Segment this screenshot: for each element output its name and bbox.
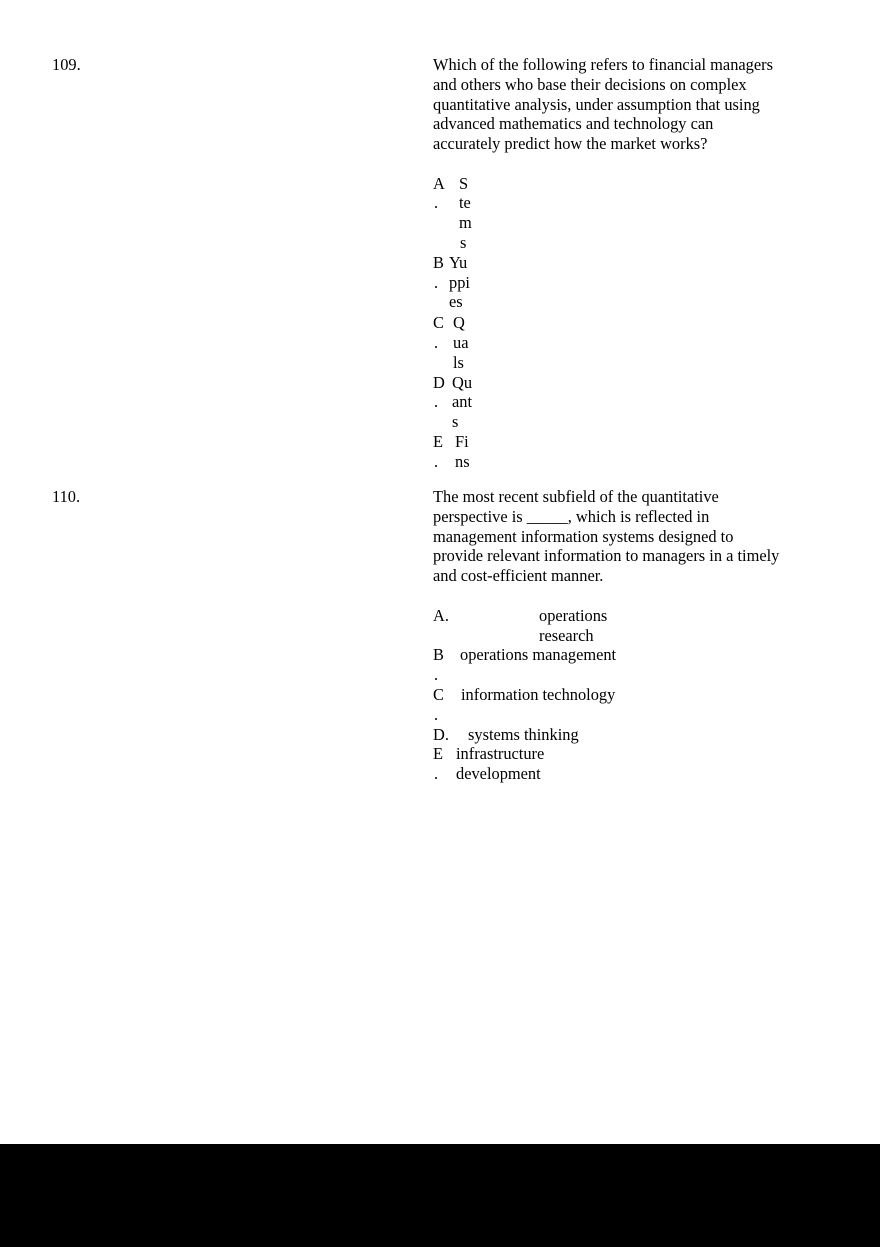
option-text: Yu (449, 253, 468, 272)
option-text: s (460, 233, 467, 252)
option-dot: . (434, 273, 439, 292)
question-text-line: and others who base their decisions on complex (433, 74, 747, 94)
option-text: information technology (461, 685, 616, 704)
question-number: 110. (52, 487, 81, 506)
option-text: Qu (452, 373, 473, 392)
question-text-line: Which of the following refers to financial managers (433, 55, 773, 74)
option-text: S (459, 174, 469, 193)
question-text-line: The most recent subfield of the quantitative (433, 487, 719, 506)
option-letter: A. (433, 606, 449, 625)
option-letter: C (433, 685, 444, 704)
option-text: ua (453, 333, 469, 352)
option-text: m (459, 213, 472, 232)
question-text-line: perspective is _____, which is reflected in (433, 506, 710, 526)
option-dot: . (434, 392, 439, 411)
question-text-line: provide relevant information to managers in a timely (433, 546, 780, 566)
question-text (433, 487, 813, 586)
option-letter: D (433, 373, 445, 392)
option-text: ppi (449, 273, 470, 292)
question-text-line: quantitative analysis, under assumption that using (433, 94, 760, 114)
question-text-line: advanced mathematics and technology can (433, 114, 714, 134)
option-letter: A (433, 174, 445, 193)
question-text-line: and cost-efficient manner. (433, 566, 604, 586)
option-letter: B (433, 645, 444, 664)
option-text: Q (453, 313, 465, 332)
option-dot: . (434, 665, 439, 684)
question-number: 109. (52, 55, 81, 74)
question-text (433, 55, 813, 154)
option-dot: . (434, 705, 439, 724)
option-text: development (456, 764, 541, 783)
option-text: systems thinking (468, 725, 579, 744)
option-text: es (449, 292, 463, 311)
option-letter: D. (433, 725, 449, 744)
option-text: operations (539, 606, 608, 625)
option-text: s (452, 412, 459, 431)
option-letter: E (433, 744, 444, 763)
option-letter: B (433, 253, 444, 272)
question-text-line: accurately predict how the market works? (433, 134, 708, 154)
option-text: Fi (455, 432, 469, 451)
option-text: ns (455, 452, 470, 471)
option-letter: C (433, 313, 444, 332)
option-dot: . (434, 193, 439, 212)
option-dot: . (434, 764, 439, 783)
option-dot: . (434, 452, 439, 471)
option-text: te (459, 193, 471, 212)
option-text: research (539, 626, 594, 645)
bottom-black-band (0, 1144, 880, 1247)
option-dot: . (434, 333, 439, 352)
question-text-line: management information systems designed to (433, 526, 734, 546)
option-text: ant (452, 392, 473, 411)
option-text: ls (453, 353, 464, 372)
option-text: infrastructure (456, 744, 545, 763)
option-text: operations management (460, 645, 617, 664)
option-letter: E (433, 432, 444, 451)
